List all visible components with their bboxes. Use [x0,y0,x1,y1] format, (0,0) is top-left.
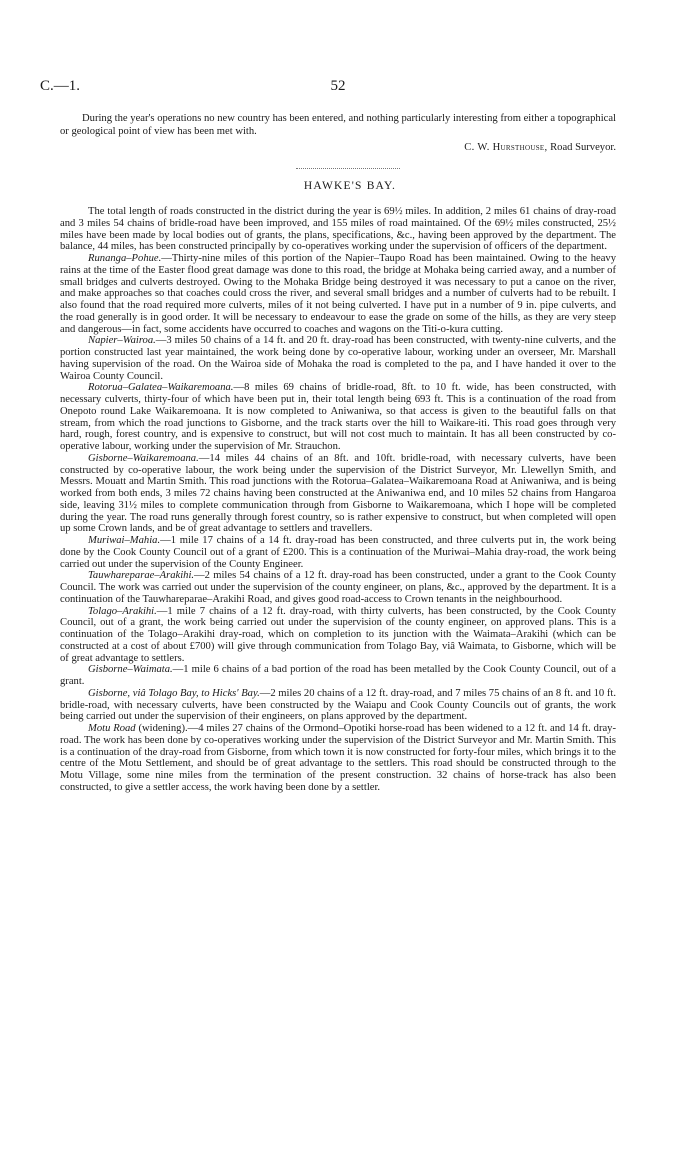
paragraph-heading: Motu Road [88,723,136,734]
paragraph [60,535,616,570]
signature-name: C. W. Hursthouse, [464,142,548,153]
paragraph [60,253,616,335]
paragraph-heading: Muriwai–Mahia. [88,535,161,546]
paragraph [60,606,616,665]
paragraph [60,453,616,535]
paragraph-heading: Tauwhareparae–Arakihi. [88,570,195,582]
paragraph-heading: Runanga–Pohue. [88,253,162,264]
paragraph-heading: Gisborne–Waimata. [88,664,173,676]
paragraph-text: —1 mile 6 chains of a bad portion of the road has been metalled by the Cook County Council, out of a grant. [60,664,616,687]
document-reference: C.—1. [40,78,81,94]
paragraph-text: —2 miles 54 chains of a 12 ft. dray-road has been constructed, under a grant to the Cook County Council. The work was carried out under the supervision of the county engineer, on plans, &c., approved by the department. It is a continuation of the Tauwhareparae–Arakihi Road, and gives good road-access to Crown tenants in the neighbourhood. [60,570,616,605]
paragraph [60,206,616,253]
signature-title: Road Surveyor. [550,142,616,153]
paragraph-text: —14 miles 44 chains of an 8ft. and 10ft. bridle-road, with necessary culverts, have been constructed by co-operative labour, the work being under the supervision of the District Surveyor, Mr. Llewellyn Smith, and Messrs. Mouatt and Martin Smith. This road junctions with the Rotorua–Galatea–Waikaremoana Road at Aniwaniwa, and is being worked from both ends, 3 miles 72 chains having been constructed at the Aniwaniwa end, and 10 miles 52 chains from Hangaroa side, leaving 31½ miles to complete communication through from Gisborne to Waikaremoana, which I hope will be completed during the year. The road runs generally through forest country, so is rather expensive to construct, but when completed will open up some Crown lands, and be of great advantage to settlers and travellers. [60,452,616,535]
section-body [60,206,616,794]
paragraph-text: —3 miles 50 chains of a 14 ft. and 20 ft. dray-road has been constructed, with twenty-nine culverts, and the portion constructed last year maintained, the work being done by co-operative labour, working under an overseer, Mr. Marshall having supervision of the road. On the Wairoa side of Mohaka the road is completed to the pa, and I have handed it over to the Wairoa County Council. [60,335,616,382]
section-divider [296,168,400,169]
paragraph-text: —Thirty-nine miles of this portion of the Napier–Taupo Road has been maintained. Owing to the heavy rains at the time of the Easter flood great damage was done to this road, the bridge at Mohaka being carried away, and a number of small bridges and culverts destroyed. Owing to the Mohaka Bridge being destroyed it was necessary to put a canoe on the river, and make approaches so that coaches could cross the river, and several small bridges and a number of culverts had to be rebuilt. I also found that the road required more culverts, miles of it not being culverted. I have put in a number of 9 in. pipe culverts, and the road generally is in good order. It will be necessary to endeavour to ease the grade on some of the hills, as they are very steep and dangerous—in fact, some accidents have occurred to coaches and wagons on the Titi-o-kura cutting. [60,253,616,335]
paragraph [60,723,616,794]
paragraph [60,382,616,453]
intro-paragraph [60,112,616,138]
paragraph-heading: Gisborne–Waikaremoana. [88,452,199,464]
paragraph [60,664,616,688]
paragraph-text: (widening).—4 miles 27 chains of the Ormond–Opotiki horse-road has been widened to a 12 ft. and 14 ft. dray-road. The work has been done by co-operatives working under the supervision of the District Surveyor and Mr. Martin Smith. This is a continuation of the dray-road from Gisborne, from which town it is now constructed for forty-four miles, which brings it to the centre of the Motu Settlement, and should be of great advantage to the settlers. This road should be constructed through to the Motu Village, some nine miles from the termination of the present construction. 32 chains of horse-track has also been constructed, to give a settler access, the work having been done by a settler. [60,723,617,793]
paragraph [60,570,616,605]
intro-text: During the year's operations no new country has been entered, and nothing particularly interesting from either a topographical or geological point of view has been met with. [60,113,616,137]
signature [464,141,616,154]
paragraph-text: —1 mile 17 chains of a 14 ft. dray-road has been constructed, and three culverts put in, the work being done by the Cook County Council out of a grant of £200. This is a continuation of the Muriwai–Mahia dray-road, the work being carried out under the supervision of the County Engineer. [60,535,616,570]
paragraph [60,335,616,382]
paragraph-text: —2 miles 20 chains of a 12 ft. dray-road, and 7 miles 75 chains of an 8 ft. and 10 ft. bridle-road, with necessary culverts, have been constructed by the Waiapu and Cook County Councils out of grants, the work being carried out under the supervision of their engineers, on plans approved by the department. [60,687,617,723]
paragraph-text: —1 mile 7 chains of a 12 ft. dray-road, with thirty culverts, has been constructed, by the Cook County Council, out of a grant, the work being carried out under the supervision of the county engineer, on approved plans. This is a continuation of the Tolago–Arakihi dray-road, which on completion to its junction with the Waimata–Arakihi (which can be constructed at a cost of about £700) will give through communication from Tolago Bay, viâ Waimata, to Gisborne, which will be of great advantage to settlers. [60,605,616,664]
paragraph-text: The total length of roads constructed in the district during the year is 69½ miles. In addition, 2 miles 61 chains of dray-road and 3 miles 54 chains of bridle-road have been improved, and 155 miles of road maintained. Of the 69½ miles constructed, 25½ miles have been made by local bodies out of grants, the plans, specifications, &c., having been approved by the department. The balance, 44 miles, has been constructed principally by co-operatives working under the supervision of officers of the department. [60,206,616,253]
paragraph-heading: Rotorua–Galatea–Waikaremoana. [88,382,234,394]
paragraph-heading: Tolago–Arakihi. [88,605,157,617]
page-number: 52 [330,78,346,94]
paragraph-heading: Gisborne, viâ Tolago Bay, to Hicks' Bay. [88,687,260,699]
paragraph-heading: Napier–Wairoa. [88,335,156,347]
section-title: HAWKE'S BAY. [303,180,397,192]
page-header [40,78,636,98]
paragraph [60,688,616,723]
paragraph-text: —8 miles 69 chains of bridle-road, 8ft. to 10 ft. wide, has been constructed, with necessary culverts, thirty-four of which have been put in, their total length being 693 ft. This is a continuation of the road from Onepoto round Lake Waikaremoana. It is now completed to Aniwaniwa, so that access is given to the beautiful falls on that stream, from which the road junctions to Gisborne, and the track starts over the hill to Waikare-iti. This road goes through very hard, rough, forest country, and is expensive to construct, but will not cost much to maintain. It has all been constructed by co-operative labour, working under the supervision of Mr. Strauchon. [60,382,616,452]
